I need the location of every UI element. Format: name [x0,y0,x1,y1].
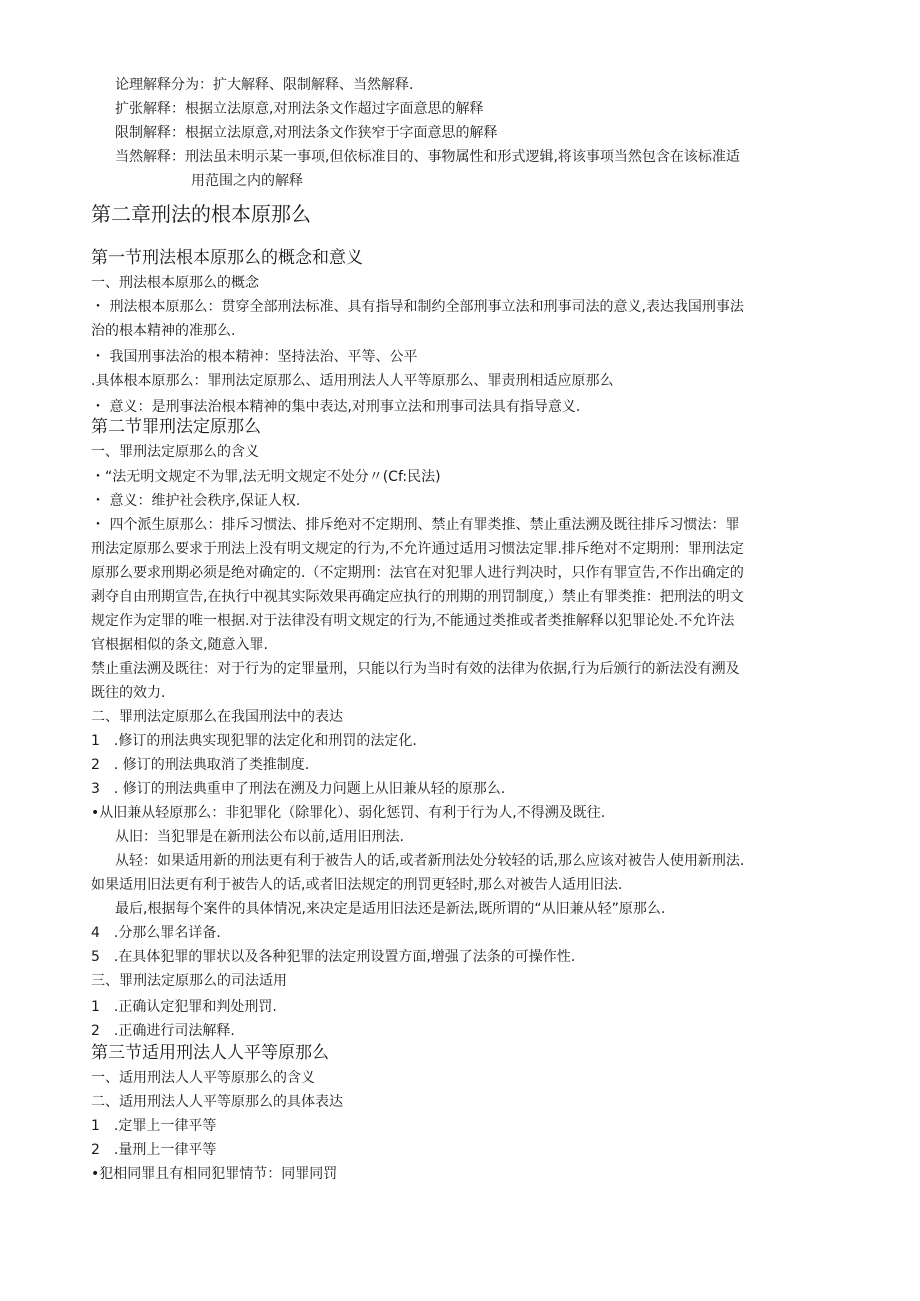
text-line: ・“法无明文规定不为罪,法无明文规定不处分〃(Cf:民法) [91,469,441,485]
numbered-item: 4 .分那么罪名详备. [91,925,221,941]
text-line: 剥夺自由刑期宣告,在执行中视其实际效果再确定应执行的刑期的刑罚制度,）禁止有罪类推：把刑法的明文 [91,589,744,605]
text-line: 从轻：如果适用新的刑法更有利于被告人的话,或者新刑法处分较轻的话,那么应该对被告人使用新刑法. [115,853,745,869]
text-line: 规定作为定罪的唯一根据.对于法律没有明文规定的行为,不能通过类推或者类推解释以犯罪论处.不允许法 [91,613,735,629]
text-line: 刑法定原那么要求于刑法上没有明文规定的行为,不允许通过适用习惯法定罪.排斥绝对不定期刑：罪刑法定 [91,541,744,557]
text-line: 扩张解释：根据立法原意,对刑法条文作超过字面意思的解释 [115,101,484,117]
subsection-heading: 三、罪刑法定原那么的司法适用 [91,973,287,989]
bullet-item: •犯相同罪且有相同犯罪情节：同罪同罚 [91,1166,338,1182]
numbered-item: 2 .正确进行司法解释. [91,1023,235,1039]
numbered-item: 2 . 修订的刑法典取消了类推制度. [91,757,310,773]
text-line: ・ 我国刑事法治的根本精神：坚持法治、平等、公平 [91,349,418,365]
text-line: 既往的效力. [91,685,166,701]
subsection-heading: 二、适用刑法人人平等原那么的具体表达 [91,1094,343,1110]
numbered-item: 1 .定罪上一律平等 [91,1118,217,1134]
text-line: 如果适用旧法更有利于被告人的话,或者旧法规定的刑罚更轻时,那么对被告人适用旧法. [91,877,623,893]
text-line: 治的根本精神的准那么. [91,323,236,339]
subsection-heading: 一、刑法根本原那么的概念 [91,275,259,291]
numbered-item: 1 .修订的刑法典实现犯罪的法定化和刑罚的法定化. [91,733,417,749]
text-line: ・ 意义：是刑事法治根本精神的集中表达,对刑事立法和刑事司法具有指导意义. [91,399,581,415]
text-line: ・ 刑法根本原那么：贯穿全部刑法标准、具有指导和制约全部刑事立法和刑事司法的意义,表达我国刑事法 [91,299,744,315]
text-line: .具体根本原那么：罪刑法定原那么、适用刑法人人平等原那么、罪责刑相适应原那么 [91,373,614,389]
text-line: ・ 意义：维护社会秩序,保证人权. [91,493,301,509]
text-line: 官根据相似的条文,随意入罪. [91,637,268,653]
section-heading: 第二节罪刑法定原那么 [91,417,261,437]
text-line: 当然解释：刑法虽未明示某一事项,但依标准目的、事物属性和形式逻辑,将该事项当然包含在该标准适 [115,149,740,165]
subsection-heading: 一、适用刑法人人平等原那么的含义 [91,1070,315,1086]
numbered-item: 2 .量刑上一律平等 [91,1142,217,1158]
text-line: ・ 四个派生原那么：排斥习惯法、排斥绝对不定期刑、禁止有罪类推、禁止重法溯及既往排斥习惯法：罪 [91,517,740,533]
numbered-item: 1 .正确认定犯罪和判处刑罚. [91,999,277,1015]
text-line: 限制解释：根据立法原意,对刑法条文作狭窄于字面意思的解释 [115,125,498,141]
subsection-heading: 一、罪刑法定原那么的含义 [91,444,259,460]
text-line: 用范围之内的解释 [191,173,303,189]
section-heading: 第一节刑法根本原那么的概念和意义 [91,248,363,268]
numbered-item: 3 . 修订的刑法典重申了刑法在溯及力问题上从旧兼从轻的原那么. [91,781,506,797]
numbered-item: 5 .在具体犯罪的罪状以及各种犯罪的法定刑设置方面,增强了法条的可操作性. [91,949,576,965]
chapter-heading: 第二章刑法的根本原那么 [91,202,311,226]
text-line: 最后,根据每个案件的具体情况,来决定是适用旧法还是新法,既所谓的“从旧兼从轻”原那么. [115,901,666,917]
bullet-item: •从旧兼从轻原那么：非犯罪化（除罪化）、弱化惩罚、有利于行为人,不得溯及既往. [91,805,606,821]
section-heading: 第三节适用刑法人人平等原那么 [91,1043,329,1063]
text-line: 论理解释分为：扩大解释、限制解释、当然解释. [115,77,414,93]
subsection-heading: 二、罪刑法定原那么在我国刑法中的表达 [91,709,343,725]
text-line: 禁止重法溯及既往：对于行为的定罪量刑，只能以行为当时有效的法律为依据,行为后颁行的新法没有溯及 [91,661,740,677]
text-line: 原那么要求刑期必须是绝对确定的.（不定期刑：法官在对犯罪人进行判决时，只作有罪宣告,不作出确定的 [91,565,744,581]
text-line: 从旧：当犯罪是在新刑法公布以前,适用旧刑法. [115,829,404,845]
